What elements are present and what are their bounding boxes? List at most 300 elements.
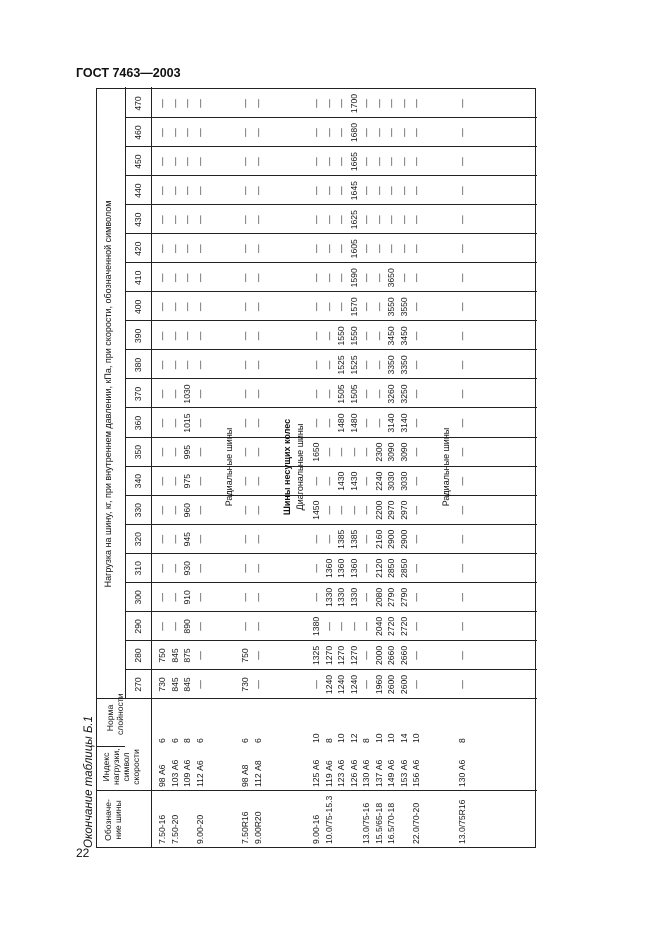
pressure-header-270: 270: [133, 677, 143, 692]
load-value: 1270: [323, 645, 334, 666]
load-value: —: [456, 564, 467, 573]
load-value: —: [182, 128, 192, 137]
load-value: —: [456, 99, 467, 108]
ply-rating: 12: [348, 733, 359, 743]
load-value: —: [386, 157, 396, 166]
load-value: —: [311, 273, 321, 283]
ply-rating: 6: [157, 738, 167, 743]
load-value: —: [361, 534, 371, 544]
load-value: —: [169, 302, 180, 312]
load-value: —: [157, 302, 167, 312]
load-value: —: [398, 157, 409, 166]
load-value: —: [169, 447, 180, 457]
load-value: —: [169, 186, 180, 195]
load-value: —: [157, 418, 167, 428]
load-value: —: [252, 273, 263, 283]
load-value: —: [361, 360, 371, 370]
load-value: —: [169, 244, 180, 254]
tire-designation: 22.0/70-20: [411, 802, 421, 844]
pressure-column-line: [125, 553, 537, 554]
load-value: —: [194, 593, 205, 602]
load-value: 3550: [398, 297, 409, 317]
pressure-header-400: 400: [133, 299, 143, 315]
load-value: 1270: [336, 645, 346, 666]
load-value: —: [336, 157, 346, 166]
load-value: —: [240, 534, 250, 544]
load-value: —: [169, 360, 180, 370]
load-value: 750: [157, 648, 167, 663]
pressure-column-line: [125, 495, 537, 496]
load-value: —: [361, 564, 371, 573]
load-value: 3260: [386, 384, 396, 404]
load-value: —: [336, 99, 346, 108]
ply-rating: 6: [194, 738, 205, 743]
load-value: —: [386, 186, 396, 195]
pressure-column-line: [125, 611, 537, 612]
load-value: —: [169, 389, 180, 399]
load-value: —: [373, 99, 384, 108]
load-value: —: [456, 447, 467, 457]
header-load-speed-index: Индекс нагрузки, символ скорости: [101, 748, 141, 785]
load-value: —: [157, 476, 167, 486]
load-value: —: [336, 505, 346, 515]
load-value: —: [398, 215, 409, 224]
load-value: 1525: [336, 355, 346, 375]
load-value: —: [411, 302, 421, 312]
pressure-column-line: [125, 698, 537, 699]
load-value: —: [182, 157, 192, 166]
load-value: 2970: [398, 500, 409, 520]
load-value: 3030: [386, 471, 396, 491]
pressure-column-line: [125, 233, 537, 234]
load-value: —: [456, 476, 467, 486]
load-speed-index: 130 А6: [361, 759, 371, 787]
load-value: —: [169, 128, 180, 137]
load-value: 1550: [336, 326, 346, 346]
load-value: 3250: [398, 384, 409, 404]
load-value: —: [252, 302, 263, 312]
pressure-header-330: 330: [133, 503, 143, 518]
load-value: —: [411, 476, 421, 486]
pressure-column-line: [125, 408, 537, 409]
load-value: —: [373, 360, 384, 370]
load-value: —: [194, 244, 205, 254]
load-value: 1330: [348, 587, 359, 607]
load-value: 2900: [386, 529, 396, 549]
ply-rating: 10: [311, 733, 321, 743]
line-v-1: [97, 790, 537, 791]
load-value: —: [157, 215, 167, 224]
load-value: —: [323, 244, 334, 254]
tire-designation: 13.0/75R16: [456, 799, 467, 844]
pressure-header-430: 430: [133, 212, 143, 227]
load-value: —: [348, 505, 359, 515]
load-value: —: [323, 99, 334, 108]
load-value: 1570: [348, 297, 359, 317]
load-value: —: [194, 651, 205, 660]
load-value: 730: [240, 677, 250, 692]
load-value: —: [373, 331, 384, 341]
load-value: —: [182, 215, 192, 224]
load-value: 1240: [323, 674, 334, 695]
load-value: —: [240, 593, 250, 602]
load-value: —: [361, 215, 371, 224]
load-speed-index: 112 А8: [252, 760, 263, 787]
load-value: —: [252, 505, 263, 515]
load-value: —: [194, 157, 205, 166]
load-value: —: [336, 302, 346, 312]
load-value: —: [373, 389, 384, 399]
load-value: —: [194, 476, 205, 486]
load-value: —: [311, 360, 321, 370]
load-value: —: [157, 360, 167, 370]
pressure-header-380: 380: [133, 357, 143, 373]
load-value: 1385: [336, 529, 346, 549]
load-value: —: [240, 157, 250, 166]
pressure-header-410: 410: [133, 270, 143, 285]
load-value: —: [252, 622, 263, 631]
load-value: —: [169, 564, 180, 573]
load-value: —: [398, 128, 409, 137]
load-value: —: [240, 186, 250, 195]
section-heading: Шины несущих колес: [282, 418, 292, 516]
load-value: —: [194, 331, 205, 341]
load-value: —: [456, 157, 467, 166]
load-value: —: [311, 389, 321, 399]
document-header: ГОСТ 7463—2003: [76, 66, 181, 80]
pressure-column-line: [125, 466, 537, 467]
load-value: —: [169, 505, 180, 515]
load-value: —: [311, 244, 321, 254]
load-value: —: [252, 244, 263, 254]
load-value: —: [311, 331, 321, 341]
load-value: —: [456, 273, 467, 283]
load-value: —: [157, 157, 167, 166]
load-value: —: [373, 215, 384, 224]
pressure-column-line: [125, 320, 537, 321]
ply-rating: 14: [398, 733, 409, 743]
load-value: 2660: [398, 645, 409, 666]
load-value: —: [157, 564, 167, 573]
pressure-header-280: 280: [133, 648, 143, 663]
ply-rating: 8: [182, 738, 192, 743]
load-value: —: [252, 680, 263, 689]
load-value: —: [336, 128, 346, 137]
load-value: —: [411, 534, 421, 544]
load-value: —: [182, 302, 192, 312]
load-value: —: [182, 360, 192, 370]
pressure-header-460: 460: [133, 125, 143, 140]
load-value: —: [311, 564, 321, 573]
load-value: 1480: [348, 413, 359, 433]
load-value: —: [456, 302, 467, 312]
load-value: 2720: [398, 616, 409, 636]
load-value: —: [456, 593, 467, 602]
load-value: —: [323, 447, 334, 457]
load-value: 1680: [348, 123, 359, 143]
pressure-header-450: 450: [133, 154, 143, 169]
load-value: —: [373, 244, 384, 254]
load-value: —: [169, 331, 180, 341]
load-value: —: [411, 99, 421, 108]
load-value: —: [252, 215, 263, 224]
load-value: —: [240, 389, 250, 399]
load-value: —: [194, 505, 205, 515]
tire-designation: 9.00R20: [252, 811, 263, 844]
load-value: —: [361, 418, 371, 428]
load-value: —: [157, 331, 167, 341]
load-value: 890: [182, 619, 192, 634]
load-value: —: [240, 99, 250, 108]
load-value: 2660: [386, 645, 396, 666]
load-value: —: [194, 622, 205, 631]
load-value: —: [240, 418, 250, 428]
pressure-column-line: [125, 117, 537, 118]
load-value: —: [182, 273, 192, 283]
load-value: —: [194, 389, 205, 399]
load-value: —: [336, 244, 346, 254]
load-value: —: [373, 186, 384, 195]
pressure-column-line: [125, 204, 537, 205]
load-value: —: [323, 622, 334, 631]
load-value: 1360: [336, 558, 346, 578]
load-value: 1700: [348, 93, 359, 114]
load-value: —: [252, 389, 263, 399]
load-value: —: [398, 273, 409, 283]
load-value: —: [361, 651, 371, 660]
section-heading: Диагональные шины: [295, 423, 305, 511]
load-value: —: [456, 244, 467, 254]
pressure-header-420: 420: [133, 241, 143, 256]
load-value: —: [323, 302, 334, 312]
load-value: —: [311, 593, 321, 602]
load-value: 1605: [348, 239, 359, 259]
load-value: —: [373, 128, 384, 137]
load-value: —: [169, 476, 180, 486]
load-value: —: [240, 360, 250, 370]
load-value: —: [169, 273, 180, 283]
ply-rating: 6: [169, 738, 180, 743]
load-value: 3450: [386, 326, 396, 346]
load-value: —: [194, 534, 205, 544]
load-value: 1240: [348, 674, 359, 695]
load-value: —: [311, 215, 321, 224]
load-value: —: [240, 564, 250, 573]
load-value: —: [157, 389, 167, 399]
load-value: 1525: [348, 355, 359, 375]
load-value: —: [411, 680, 421, 689]
load-speed-index: 130 А6: [456, 759, 467, 787]
load-value: 3350: [386, 355, 396, 375]
load-value: —: [169, 593, 180, 602]
pressure-column-line: [125, 291, 537, 292]
load-value: —: [323, 505, 334, 515]
load-value: —: [323, 128, 334, 137]
load-value: —: [361, 244, 371, 254]
load-value: 3030: [398, 471, 409, 491]
load-value: 2970: [386, 500, 396, 520]
line-v-3: [97, 698, 125, 699]
load-value: —: [361, 593, 371, 602]
load-value: —: [456, 505, 467, 515]
load-value: —: [336, 186, 346, 195]
load-value: —: [252, 593, 263, 602]
load-value: —: [252, 186, 263, 195]
header-load-group: Нагрузка на шину, кг, при внутреннем давлении, кПа, при скорости, обозначенной символом: [103, 200, 113, 588]
load-value: —: [411, 128, 421, 137]
load-value: —: [252, 534, 263, 544]
load-value: —: [373, 157, 384, 166]
load-speed-index: 103 А6: [169, 759, 180, 787]
section-heading: Радиальные шины: [440, 427, 451, 507]
load-speed-index: 112 А6: [194, 760, 205, 787]
load-value: 2600: [386, 674, 396, 695]
pressure-header-440: 440: [133, 183, 143, 198]
load-value: —: [456, 215, 467, 224]
pressure-column-line: [125, 175, 537, 176]
load-value: —: [169, 622, 180, 631]
load-value: 910: [182, 590, 192, 605]
load-value: —: [361, 505, 371, 515]
load-value: —: [361, 622, 371, 631]
table-caption: Окончание таблицы Б.1: [83, 715, 95, 848]
load-value: —: [252, 418, 263, 428]
load-speed-index: 149 А6: [386, 759, 396, 787]
load-value: 2160: [373, 529, 384, 549]
load-value: 845: [169, 648, 180, 663]
load-value: —: [386, 99, 396, 108]
load-value: 3550: [386, 297, 396, 317]
load-value: —: [456, 680, 467, 689]
load-value: —: [456, 534, 467, 544]
load-value: —: [252, 447, 263, 457]
load-value: 1330: [336, 587, 346, 607]
load-value: —: [361, 273, 371, 283]
line-h-body: [151, 87, 152, 847]
load-value: —: [252, 99, 263, 108]
tire-designation: 13.0/75-16: [361, 802, 371, 844]
load-value: —: [311, 99, 321, 108]
pressure-header-290: 290: [133, 619, 143, 634]
load-value: —: [361, 186, 371, 195]
load-value: 1665: [348, 152, 359, 172]
load-value: —: [386, 244, 396, 254]
load-value: 1270: [348, 645, 359, 666]
load-value: 2720: [386, 616, 396, 636]
load-value: 2600: [398, 674, 409, 695]
load-value: —: [348, 447, 359, 457]
load-value: —: [323, 331, 334, 341]
load-value: —: [411, 418, 421, 428]
load-value: —: [361, 128, 371, 137]
load-speed-index: 123 А6: [336, 759, 346, 787]
load-value: 2790: [386, 587, 396, 607]
load-value: —: [411, 505, 421, 515]
load-value: 3450: [398, 326, 409, 346]
load-value: —: [456, 331, 467, 341]
line-h-header: [125, 87, 126, 699]
load-value: —: [157, 244, 167, 254]
load-value: —: [456, 128, 467, 137]
load-value: 2080: [373, 587, 384, 607]
tire-designation: 10.0/75-15.3: [323, 795, 334, 844]
load-value: —: [311, 186, 321, 195]
load-value: 3140: [398, 413, 409, 433]
load-value: —: [194, 273, 205, 283]
ply-rating: 8: [361, 738, 371, 743]
load-value: 1360: [348, 558, 359, 578]
tire-designation: 16.5/70-18: [386, 802, 396, 844]
load-value: —: [361, 99, 371, 108]
load-value: —: [336, 622, 346, 631]
line-v-2: [97, 746, 125, 747]
load-value: 2240: [373, 471, 384, 491]
load-value: 2200: [373, 500, 384, 520]
load-value: —: [456, 389, 467, 399]
load-value: —: [240, 331, 250, 341]
load-value: —: [411, 360, 421, 370]
load-value: —: [194, 99, 205, 108]
load-value: 2790: [398, 587, 409, 607]
load-value: 1430: [348, 471, 359, 491]
load-speed-index: 125 А6: [311, 759, 321, 787]
load-value: 945: [182, 532, 192, 547]
load-value: —: [157, 505, 167, 515]
load-value: 1385: [348, 529, 359, 549]
load-value: —: [169, 215, 180, 224]
load-value: 2850: [398, 558, 409, 578]
load-value: —: [323, 215, 334, 224]
load-value: —: [157, 186, 167, 195]
load-value: 750: [240, 648, 250, 663]
load-speed-index: 119 А6: [323, 760, 334, 787]
load-speed-index: 109 А6: [182, 759, 192, 787]
load-value: —: [194, 186, 205, 195]
pressure-header-350: 350: [133, 444, 143, 460]
load-value: —: [386, 215, 396, 224]
load-value: 730: [157, 677, 167, 692]
tire-designation: 9.00-20: [194, 814, 205, 844]
load-value: —: [411, 651, 421, 660]
tire-designation: 7.50R16: [240, 811, 250, 844]
load-value: —: [240, 273, 250, 283]
load-value: —: [373, 418, 384, 428]
load-value: —: [252, 157, 263, 166]
load-value: —: [411, 564, 421, 573]
load-value: 845: [182, 677, 192, 692]
load-value: —: [182, 186, 192, 195]
load-value: —: [157, 534, 167, 544]
load-value: —: [456, 360, 467, 370]
load-value: —: [169, 534, 180, 544]
pressure-header-340: 340: [133, 473, 143, 489]
pressure-column-line: [125, 582, 537, 583]
load-value: —: [336, 215, 346, 224]
load-value: —: [169, 418, 180, 428]
load-value: 2000: [373, 645, 384, 666]
load-value: 1030: [182, 384, 192, 404]
load-speed-index: 137 А6: [373, 759, 384, 787]
load-value: —: [252, 476, 263, 486]
load-value: 1325: [311, 645, 321, 666]
load-value: —: [323, 360, 334, 370]
load-value: —: [311, 680, 321, 689]
pressure-column-line: [125, 669, 537, 670]
load-value: —: [456, 651, 467, 660]
ply-rating: 6: [252, 738, 263, 743]
load-value: 975: [182, 473, 192, 489]
tire-designation: 15.5/65-18: [373, 802, 384, 844]
